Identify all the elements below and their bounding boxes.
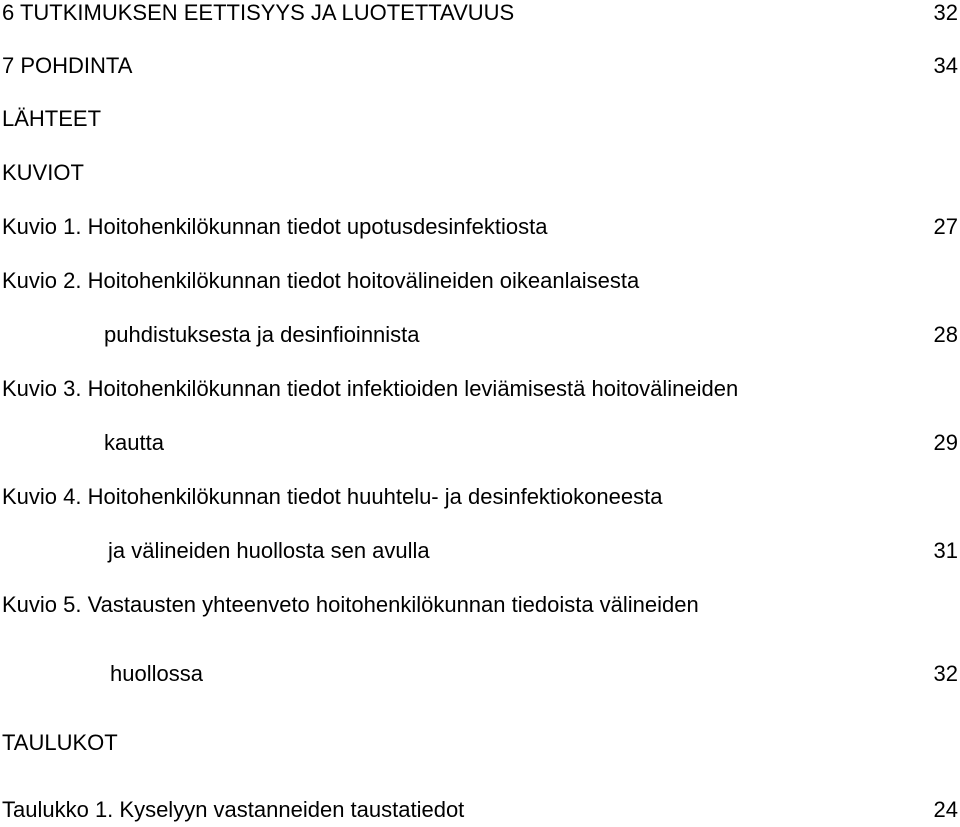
toc-entry-figure-5-continuation[interactable]	[0, 659, 960, 689]
toc-entry-figure-5[interactable]	[0, 590, 960, 620]
toc-entry-title: Kuvio 4. Hoitohenkilökunnan tiedot huuhtelu- ja desinfektiokoneesta	[2, 484, 663, 509]
toc-entry-title: Kuvio 1. Hoitohenkilökunnan tiedot upotusdesinfektiosta	[2, 214, 548, 239]
toc-entry-figure-2-continuation[interactable]	[0, 320, 960, 350]
toc-entry-page: 32	[933, 0, 958, 25]
toc-entry-figure-2[interactable]	[0, 266, 960, 296]
toc-entry-table-1[interactable]	[0, 795, 960, 825]
tables-heading	[0, 728, 960, 758]
toc-entry-page: 28	[933, 322, 958, 347]
toc-entry-figure-1[interactable]	[0, 212, 960, 242]
toc-entry-title-cont: huollossa	[110, 661, 203, 686]
toc-entry-page: 24	[933, 797, 958, 822]
toc-entry-title: 7 POHDINTA	[2, 53, 133, 78]
toc-entry-page: 32	[933, 661, 958, 686]
toc-entry-figure-4[interactable]	[0, 482, 960, 512]
toc-entry-title: Taulukko 1. Kyselyyn vastanneiden taustatiedot	[2, 797, 465, 822]
toc-entry-lahteet[interactable]	[0, 104, 960, 134]
toc-entry-title: Kuvio 3. Hoitohenkilökunnan tiedot infektioiden leviämisestä hoitovälineiden	[2, 376, 739, 401]
toc-entry-section-6[interactable]	[0, 0, 960, 28]
toc-entry-title: 6 TUTKIMUKSEN EETTISYYS JA LUOTETTAVUUS	[2, 0, 515, 25]
toc-entry-title-cont: ja välineiden huollosta sen avulla	[108, 538, 430, 563]
toc-entry-title: Kuvio 2. Hoitohenkilökunnan tiedot hoitovälineiden oikeanlaisesta	[2, 268, 640, 293]
toc-entry-title: Kuvio 5. Vastausten yhteenveto hoitohenkilökunnan tiedoista välineiden	[2, 592, 699, 617]
toc-entry-page: 27	[933, 214, 958, 239]
toc-entry-page: 31	[933, 538, 958, 563]
toc-entry-section-7[interactable]	[0, 51, 960, 81]
toc-entry-figure-3-continuation[interactable]	[0, 428, 960, 458]
toc-entry-figure-3[interactable]	[0, 374, 960, 404]
figures-heading	[0, 158, 960, 188]
toc-entry-page: 29	[933, 430, 958, 455]
tables-heading-text: TAULUKOT	[2, 730, 118, 755]
toc-entry-title-cont: puhdistuksesta ja desinfioinnista	[104, 322, 420, 347]
toc-entry-title: LÄHTEET	[2, 106, 102, 131]
toc-entry-page: 34	[933, 53, 958, 78]
figures-heading-text: KUVIOT	[2, 160, 84, 185]
toc-entry-figure-4-continuation[interactable]	[0, 536, 960, 566]
toc-entry-title-cont: kautta	[104, 430, 164, 455]
